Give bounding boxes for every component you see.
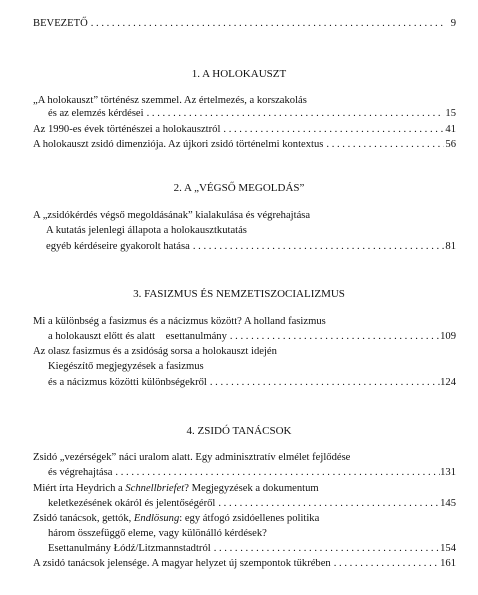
toc-page-number: 56 [445, 139, 456, 150]
toc-entry-line: a holokauszt előtt és alatt esettanulmány . . . 109 [48, 331, 456, 345]
toc-entry-line: egyéb kérdéseire gyakorolt hatása . . . 81 [46, 241, 456, 255]
dot-leader [331, 558, 440, 569]
toc-entry-line: Az 1990-es évek történészei a holokausztról . . . 41 [33, 124, 456, 138]
dot-leader [227, 331, 440, 342]
toc-page-number: 145 [440, 498, 456, 509]
toc-entry-line: A kutatás jelenlegi állapota a holokausztkutatás [46, 225, 247, 236]
section-heading-4: 4. ZSIDÓ TANÁCSOK [186, 425, 292, 437]
toc-page-number: 154 [440, 543, 456, 554]
toc-entry-line: Kiegészítő megjegyzések a fasizmus [48, 361, 204, 372]
toc-entry-line: keletkezésének okáról és jelentőségéről . . . 145 [48, 498, 456, 512]
toc-page-number: 131 [440, 467, 456, 478]
section-heading-1: 1. A HOLOKAUSZT [191, 68, 287, 80]
toc-entry-intro [33, 18, 456, 32]
dot-leader [323, 139, 444, 150]
toc-page-number: 41 [445, 124, 456, 135]
toc-page-number: 161 [440, 558, 456, 569]
dot-leader [144, 108, 444, 119]
toc-entry-line: Miért írta Heydrich a Schnellbriefet? Megjegyzések a dokumentum [33, 483, 319, 494]
dot-leader [112, 467, 440, 478]
toc-entry-line: és végrehajtása . . . 131 [48, 467, 456, 481]
toc-page-number: 81 [445, 241, 456, 252]
toc-entry-line: Zsidó tanácsok, gettók, Endlösung: egy átfogó zsidóellenes politika [33, 513, 320, 524]
toc-page-number: 109 [440, 331, 456, 342]
toc-entry-line: Zsidó „vezérségek” náci uralom alatt. Egy adminisztratív elmélet fejlődése [33, 452, 351, 463]
toc-entry-line: A „zsidókérdés végső megoldásának” kialakulása és végrehajtása [33, 210, 311, 221]
dot-leader [190, 241, 444, 252]
toc-entry-line: „A holokauszt” történész szemmel. Az értelmezés, a korszakolás [33, 95, 307, 106]
toc-entry-line: Mi a különbség a fasizmus és a nácizmus között? A holland fasizmus [33, 316, 326, 327]
section-heading-2: 2. A „VÉGSŐ MEGOLDÁS” [173, 182, 305, 194]
dot-leader [215, 498, 440, 509]
toc-entry-line: Esettanulmány Łódź/Litzmannstadtról . . . 154 [48, 543, 456, 557]
toc-entry-line: három összefüggő eleme, vagy különálló kérdések? [48, 528, 267, 539]
dot-leader [207, 377, 440, 388]
dot-leader [211, 543, 440, 554]
toc-entry-line: Az olasz fasizmus és a zsidóság sorsa a holokauszt idején [33, 346, 277, 357]
toc-entry-line: és a nácizmus közötti különbségekről . . . 124 [48, 377, 456, 391]
toc-page-number: 9 [450, 18, 456, 29]
toc-entry-line: A holokauszt zsidó dimenziója. Az újkori zsidó történelmi kontextus . . . 56 [33, 139, 456, 153]
section-heading-3: 3. FASIZMUS ÉS NEMZETISZOCIALIZMUS [133, 288, 345, 300]
toc-page-number: 15 [445, 108, 456, 119]
toc-entry-title: BEVEZETŐ [33, 18, 88, 29]
dot-leader [88, 18, 444, 29]
dot-leader [220, 124, 444, 135]
toc-entry-line: és az elemzés kérdései . . . 15 [48, 108, 456, 122]
toc-entry-line: A zsidó tanácsok jelensége. A magyar helyzet új szempontok tükrében . . . 161 [33, 558, 456, 572]
toc-page-number: 124 [440, 377, 456, 388]
